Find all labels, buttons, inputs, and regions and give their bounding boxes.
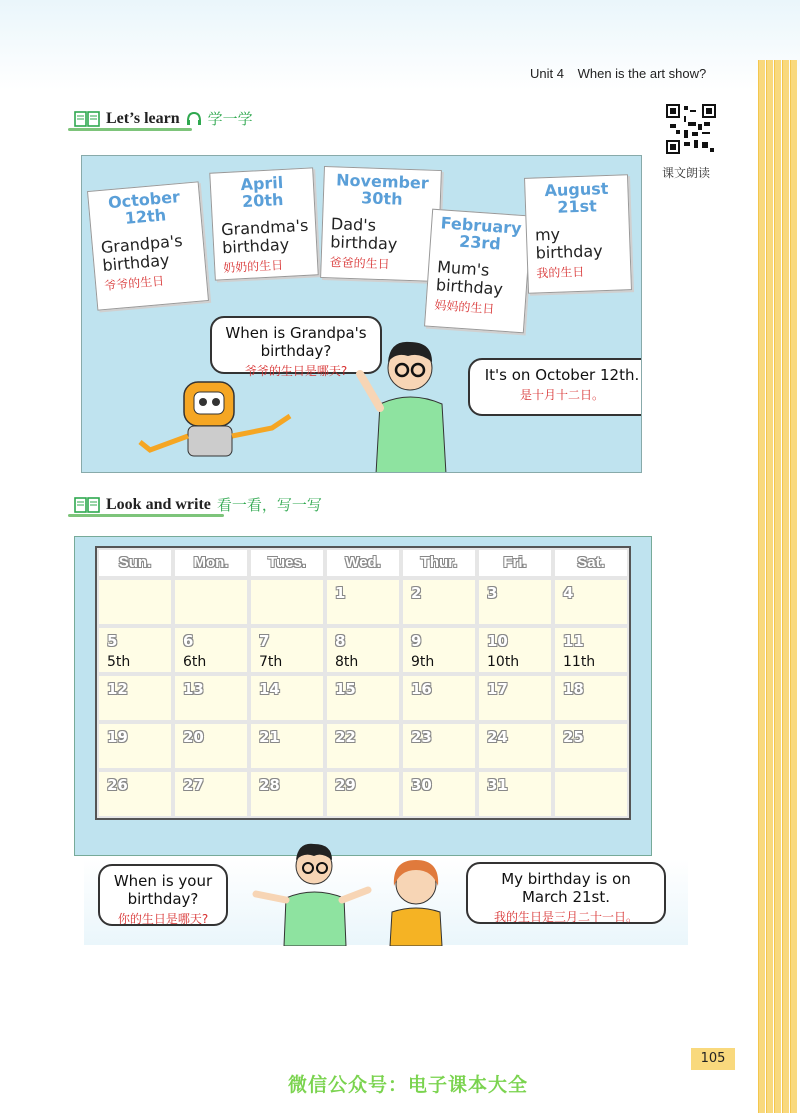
- day-number: 24: [487, 728, 508, 746]
- calendar-day-cell[interactable]: [173, 722, 249, 770]
- section-title-en: Let’s learn: [106, 109, 180, 127]
- note-grandpa: [87, 181, 209, 310]
- day-number: 7: [259, 632, 270, 650]
- bubble-answer-en: My birthday is on March 21st.: [501, 870, 631, 906]
- boy-illustration: [350, 334, 470, 473]
- look-and-write-title: [74, 494, 322, 515]
- calendar-day-cell[interactable]: [97, 578, 173, 626]
- day-number: 5: [107, 632, 118, 650]
- note-mum: [424, 209, 532, 334]
- day-number: 8: [335, 632, 346, 650]
- note-date: April 20th: [240, 172, 284, 212]
- my-birthday-bubble: [466, 862, 666, 924]
- calendar-day-cell[interactable]: [553, 770, 629, 818]
- weekday-header: Sat.: [553, 548, 629, 578]
- day-number: 18: [563, 680, 584, 698]
- day-number: 9: [411, 632, 422, 650]
- note-person-cn: 爷爷的生日: [103, 273, 165, 293]
- calendar-day-cell[interactable]: [477, 722, 553, 770]
- calendar-day-cell[interactable]: [97, 626, 173, 674]
- day-number: 12: [107, 680, 128, 698]
- weekday-header: Wed.: [325, 548, 401, 578]
- note-person: Dad's birthday: [330, 214, 398, 254]
- bubble-answer-cn: 是十月十二日。: [519, 388, 604, 402]
- day-number: 31: [487, 776, 508, 794]
- calendar-day-cell[interactable]: [477, 674, 553, 722]
- day-number: 22: [335, 728, 356, 746]
- day-number: 16: [411, 680, 432, 698]
- bubble-question-en: When is Grandpa's birthday?: [225, 324, 367, 360]
- unit-title: When is the art show?: [577, 66, 707, 81]
- day-number: 23: [411, 728, 432, 746]
- calendar-day-cell[interactable]: [401, 722, 477, 770]
- calendar-day-cell[interactable]: [401, 626, 477, 674]
- qr-code-icon[interactable]: [666, 104, 716, 154]
- calendar-day-cell[interactable]: [553, 626, 629, 674]
- day-number: 27: [183, 776, 204, 794]
- bubble-question-en: When is your birthday?: [113, 872, 213, 908]
- note-person-cn: 我的生日: [536, 264, 585, 281]
- day-number: 25: [563, 728, 584, 746]
- robot-illustration: [132, 376, 312, 473]
- calendar-day-cell[interactable]: [249, 722, 325, 770]
- calendar-day-cell[interactable]: [325, 626, 401, 674]
- weekday-header: Fri.: [477, 548, 553, 578]
- book-icon: [74, 110, 100, 128]
- note-person: Grandpa's birthday: [100, 231, 184, 276]
- qr-label: 课文朗读: [662, 166, 711, 180]
- day-number: 26: [107, 776, 128, 794]
- calendar-day-cell[interactable]: [325, 722, 401, 770]
- watermark: 微信公众号：电子课本大全: [288, 1074, 529, 1096]
- calendar-day-cell[interactable]: [553, 674, 629, 722]
- calendar-day-cell[interactable]: [553, 578, 629, 626]
- children-illustration: [236, 840, 472, 946]
- day-number: 1: [335, 584, 346, 602]
- weekday-header: Mon.: [173, 548, 249, 578]
- day-ordinal: 8th: [335, 654, 359, 670]
- calendar-day-cell[interactable]: [477, 578, 553, 626]
- day-number: 15: [335, 680, 356, 698]
- section-title-en: Look and write: [106, 495, 211, 513]
- lets-learn-panel: [81, 155, 642, 473]
- day-ordinal: 7th: [259, 654, 283, 670]
- calendar-day-cell[interactable]: [249, 626, 325, 674]
- day-ordinal: 11th: [563, 654, 596, 670]
- page-edge: [752, 60, 800, 1113]
- day-number: 20: [183, 728, 204, 746]
- day-number: 3: [487, 584, 498, 602]
- calendar-day-cell[interactable]: [553, 722, 629, 770]
- day-ordinal: 10th: [487, 654, 520, 670]
- section-title-cn: 看一看，写一写: [216, 496, 322, 514]
- calendar-day-cell[interactable]: [173, 626, 249, 674]
- unit-header: [530, 66, 716, 81]
- note-person-cn: 妈妈的生日: [434, 298, 495, 317]
- note-person: Grandma's birthday: [220, 215, 309, 258]
- note-person-cn: 爸爸的生日: [329, 255, 390, 272]
- day-number: 29: [335, 776, 356, 794]
- note-person: Mum's birthday: [435, 257, 504, 299]
- section-title-cn: 学一学: [207, 110, 253, 128]
- day-number: 21: [259, 728, 280, 746]
- calendar-day-cell[interactable]: [477, 770, 553, 818]
- day-number: 6: [183, 632, 194, 650]
- bubble-answer-cn: 我的生日是三月二十一日。: [493, 910, 638, 924]
- note-me: [524, 174, 632, 294]
- calendar-grid: [95, 546, 631, 820]
- calendar-day-cell[interactable]: [173, 770, 249, 818]
- unit-number: Unit 4: [530, 66, 564, 81]
- book-icon: [74, 496, 100, 514]
- calendar-day-cell[interactable]: [401, 770, 477, 818]
- weekday-header: Tues.: [249, 548, 325, 578]
- calendar-day-cell[interactable]: [97, 770, 173, 818]
- calendar-day-cell[interactable]: [477, 626, 553, 674]
- day-number: 14: [259, 680, 280, 698]
- day-number: 17: [487, 680, 508, 698]
- calendar-day-cell[interactable]: [249, 674, 325, 722]
- calendar-day-cell[interactable]: [401, 674, 477, 722]
- day-ordinal: 5th: [107, 654, 131, 670]
- bubble-question-cn: 爷爷的生日是哪天?: [244, 364, 348, 378]
- calendar-day-cell[interactable]: [325, 674, 401, 722]
- title-underline: [68, 514, 224, 517]
- lets-learn-title: [74, 108, 253, 129]
- note-person-cn: 奶奶的生日: [222, 258, 284, 276]
- note-grandma: [209, 167, 319, 280]
- title-underline: [68, 128, 192, 131]
- calendar-day-cell[interactable]: [249, 578, 325, 626]
- page-number: 105: [691, 1048, 735, 1070]
- bubble-answer-en: It's on October 12th.: [484, 366, 640, 384]
- day-number: 30: [411, 776, 432, 794]
- day-number: 13: [183, 680, 204, 698]
- day-number: 2: [411, 584, 422, 602]
- note-date: August 21st: [544, 178, 609, 217]
- note-date: February 23rd: [440, 213, 523, 254]
- answer-bubble: [468, 358, 642, 416]
- calendar-day-cell[interactable]: [173, 674, 249, 722]
- bubble-question-cn: 你的生日是哪天?: [117, 912, 209, 926]
- day-number: 11: [563, 632, 584, 650]
- calendar-day-cell[interactable]: [325, 578, 401, 626]
- calendar-day-cell[interactable]: [97, 674, 173, 722]
- day-number: 19: [107, 728, 128, 746]
- day-ordinal: 6th: [183, 654, 207, 670]
- calendar-day-cell[interactable]: [97, 722, 173, 770]
- calendar-day-cell[interactable]: [325, 770, 401, 818]
- headphones-icon[interactable]: [186, 111, 202, 127]
- note-date: November 30th: [335, 170, 430, 209]
- day-ordinal: 9th: [411, 654, 435, 670]
- your-birthday-bubble: [98, 864, 228, 926]
- note-person: my birthday: [534, 224, 603, 263]
- day-number: 4: [563, 584, 574, 602]
- calendar-day-cell[interactable]: [249, 770, 325, 818]
- weekday-header: Sun.: [97, 548, 173, 578]
- day-number: 28: [259, 776, 280, 794]
- calendar-day-cell[interactable]: [401, 578, 477, 626]
- note-date: October 12th: [107, 187, 181, 228]
- calendar-day-cell[interactable]: [173, 578, 249, 626]
- weekday-header: Thur.: [401, 548, 477, 578]
- note-dad: [320, 166, 442, 282]
- day-number: 10: [487, 632, 508, 650]
